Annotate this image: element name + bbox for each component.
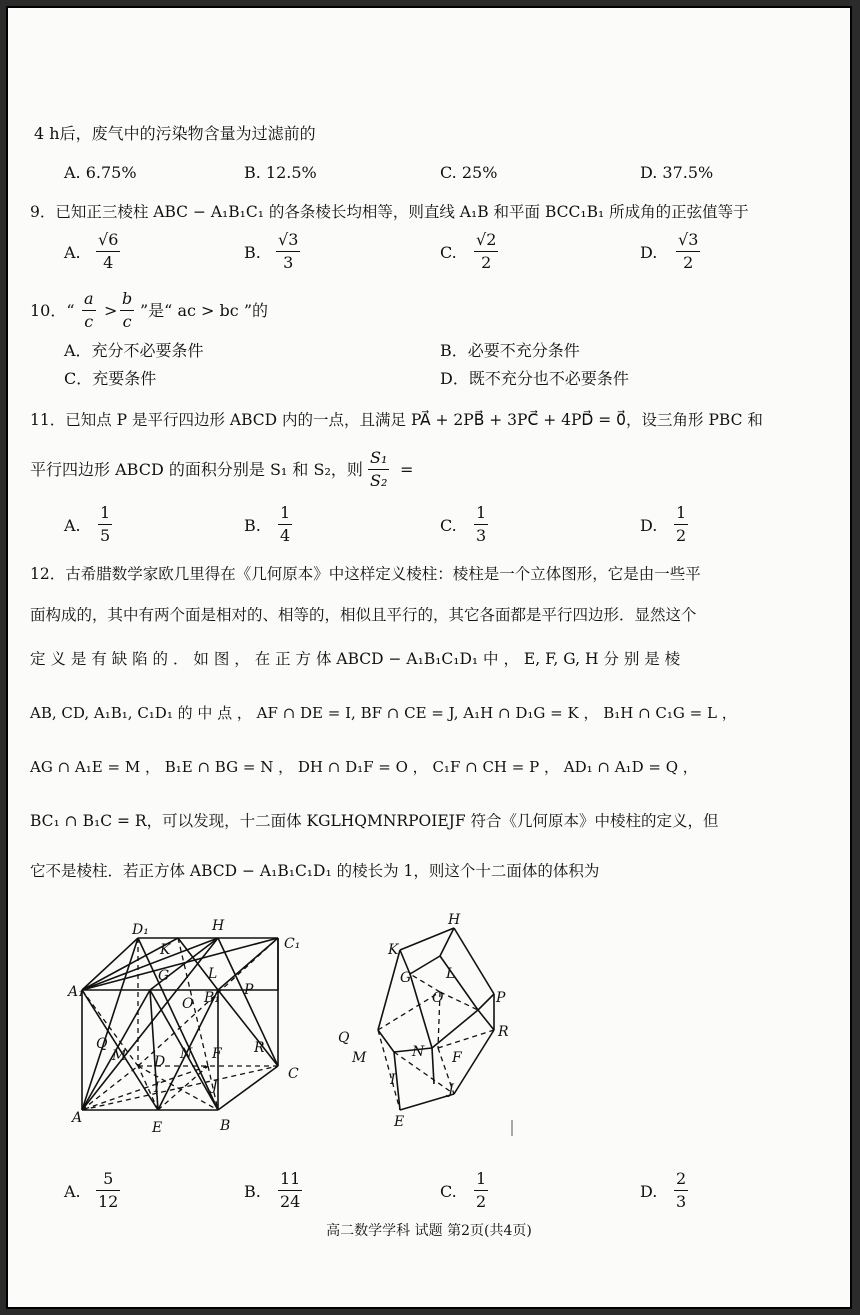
q9-stem: 9．已知正三棱柱 ABC − A₁B₁C₁ 的各条棱长均相等，则直线 A₁B 和平面 BCC₁B₁ 所成角的正弦值等于 bbox=[30, 203, 749, 221]
q10-option-b[interactable]: B．必要不充分条件 bbox=[440, 341, 580, 360]
numerator: √6 bbox=[98, 230, 119, 249]
label-C1: C₁ bbox=[284, 936, 301, 952]
numerator: b bbox=[122, 289, 133, 308]
q11-option-c-fraction bbox=[474, 503, 488, 546]
label-R: R bbox=[498, 1024, 509, 1040]
label-L: L bbox=[208, 966, 218, 982]
denominator: 3 bbox=[676, 1192, 687, 1211]
q8-stem-tail: 4 h后，废气中的污染物含量为过滤前的 bbox=[34, 124, 316, 143]
label-M: M bbox=[112, 1048, 127, 1064]
q9-option-d-label[interactable]: D. bbox=[640, 243, 658, 262]
q9-option-c-fraction bbox=[474, 230, 498, 273]
q8-option-c[interactable]: C. 25% bbox=[440, 163, 498, 182]
denominator: 12 bbox=[98, 1192, 119, 1211]
label-Q: Q bbox=[96, 1036, 108, 1052]
q12-option-d-label[interactable]: D. bbox=[640, 1182, 658, 1201]
denominator: 2 bbox=[481, 253, 492, 272]
label-J: J bbox=[448, 1082, 454, 1098]
q12-figures bbox=[8, 898, 850, 1138]
q9-option-a-label[interactable]: A. bbox=[64, 243, 81, 262]
label-B1: B₁ bbox=[204, 990, 220, 1006]
label-J: J bbox=[212, 1078, 218, 1094]
q9-option-b-fraction bbox=[276, 230, 300, 273]
q8-option-d[interactable]: D. 37.5% bbox=[640, 163, 714, 182]
label-E: E bbox=[152, 1120, 163, 1136]
q12-option-d-fraction bbox=[674, 1169, 688, 1212]
q10-number: 10．“ bbox=[30, 301, 75, 320]
numerator: 2 bbox=[676, 1169, 687, 1188]
q8-option-b[interactable]: B. 12.5% bbox=[244, 163, 317, 182]
q12-option-c-fraction bbox=[474, 1169, 488, 1212]
q11-option-a-fraction bbox=[98, 503, 112, 546]
label-P: P bbox=[496, 990, 506, 1006]
numerator: 5 bbox=[103, 1169, 114, 1188]
q9-option-c-label[interactable]: C. bbox=[440, 243, 457, 262]
q11-option-c-label[interactable]: C. bbox=[440, 516, 457, 535]
label-I: I bbox=[154, 1080, 160, 1096]
greater-than-sign: > bbox=[104, 301, 118, 320]
q11-option-b-label[interactable]: B. bbox=[244, 516, 261, 535]
numerator: a bbox=[84, 289, 94, 308]
numerator: 1 bbox=[280, 503, 291, 522]
numerator: 11 bbox=[280, 1169, 301, 1188]
denominator: 3 bbox=[283, 253, 294, 272]
label-O: O bbox=[432, 990, 444, 1006]
q11-option-b-fraction bbox=[278, 503, 292, 546]
label-B: B bbox=[220, 1118, 231, 1134]
label-L: L bbox=[446, 966, 456, 982]
q11-option-d-fraction bbox=[674, 503, 688, 546]
label-A: A bbox=[72, 1110, 83, 1126]
q9-option-b-label[interactable]: B. bbox=[244, 243, 261, 262]
q10-option-c[interactable]: C．充要条件 bbox=[64, 369, 157, 388]
label-G: G bbox=[400, 970, 412, 986]
denominator: 4 bbox=[103, 253, 114, 272]
exam-page bbox=[6, 6, 852, 1309]
cube-figure bbox=[82, 938, 278, 1110]
numerator: 1 bbox=[676, 503, 687, 522]
q12-line-1: 12．古希腊数学家欧几里得在《几何原本》中这样定义棱柱：棱柱是一个立体图形，它是由一些平 bbox=[30, 565, 701, 583]
numerator: √3 bbox=[678, 230, 699, 249]
q12-line-3: 定 义 是 有 缺 陷 的 ． 如 图 ， 在 正 方 体 ABCD − A₁B₁C₁D₁ 中 ， E, F, G, H 分 别 是 棱 bbox=[30, 650, 681, 668]
q12-line-7: 它不是棱柱．若正方体 ABCD − A₁B₁C₁D₁ 的棱长为 1，则这个十二面体的体积为 bbox=[30, 862, 600, 880]
numerator: √2 bbox=[476, 230, 497, 249]
equals-sign: = bbox=[400, 460, 414, 479]
q9-option-a-fraction bbox=[96, 230, 120, 273]
label-F: F bbox=[212, 1046, 222, 1062]
denominator: c bbox=[122, 312, 132, 331]
label-O: O bbox=[182, 996, 194, 1012]
q12-option-c-label[interactable]: C. bbox=[440, 1182, 457, 1201]
label-E: E bbox=[394, 1114, 405, 1130]
denominator: 2 bbox=[476, 1192, 487, 1211]
q8-option-a[interactable]: A. 6.75% bbox=[64, 163, 137, 182]
denominator: 4 bbox=[280, 526, 291, 545]
numerator: 1 bbox=[476, 1169, 487, 1188]
denominator: 3 bbox=[476, 526, 487, 545]
numerator: √3 bbox=[278, 230, 299, 249]
label-I: I bbox=[390, 1072, 396, 1088]
label-A1: A₁ bbox=[68, 984, 84, 1000]
denominator: c bbox=[84, 312, 94, 331]
q11-stem-line2: 平行四边形 ABCD 的面积分别是 S₁ 和 S₂，则 bbox=[30, 460, 363, 479]
q12-option-a-label[interactable]: A. bbox=[64, 1182, 81, 1201]
label-G: G bbox=[158, 968, 170, 984]
label-N: N bbox=[412, 1044, 425, 1060]
label-P: P bbox=[244, 982, 254, 998]
q12-line-6: BC₁ ∩ B₁C = R，可以发现，十二面体 KGLHQMNRPOIEJF 符合《几何原本》中棱柱的定义，但 bbox=[30, 812, 719, 830]
q12-line-2: 面构成的，其中有两个面是相对的、相等的，相似且平行的，其它各面都是平行四边形．显然这个 bbox=[30, 606, 697, 624]
denominator: 2 bbox=[683, 253, 694, 272]
numerator: 1 bbox=[476, 503, 487, 522]
label-C: C bbox=[288, 1066, 299, 1082]
denominator: 5 bbox=[100, 526, 111, 545]
q11-option-a-label[interactable]: A. bbox=[64, 516, 81, 535]
q12-line-5: AG ∩ A₁E = M ， B₁E ∩ BG = N ， DH ∩ D₁F = O ， C₁F ∩ CH = P ， AD₁ ∩ A₁D = Q ， bbox=[30, 758, 698, 776]
label-R: R bbox=[254, 1040, 265, 1056]
denominator: S₂ bbox=[370, 471, 388, 490]
label-M: M bbox=[352, 1050, 367, 1066]
label-H: H bbox=[448, 912, 461, 928]
q10-fraction-a-over-c bbox=[82, 289, 96, 332]
q11-option-d-label[interactable]: D. bbox=[640, 516, 658, 535]
numerator: S₁ bbox=[370, 448, 388, 467]
numerator: 1 bbox=[100, 503, 111, 522]
denominator: 24 bbox=[280, 1192, 301, 1211]
label-Q: Q bbox=[338, 1030, 350, 1046]
label-K: K bbox=[388, 942, 399, 958]
label-K: K bbox=[160, 942, 171, 958]
q11-stem-line1: 11．已知点 P 是平行四边形 ABCD 内的一点，且满足 PA⃗ + 2PB⃗ + 3PC⃗ + 4PD⃗ = 0⃗，设三角形 PBC 和 bbox=[30, 411, 763, 429]
q12-option-a-fraction bbox=[96, 1169, 120, 1212]
q9-option-d-fraction bbox=[676, 230, 700, 273]
label-D1: D₁ bbox=[132, 922, 149, 938]
q12-option-b-fraction bbox=[278, 1169, 302, 1212]
q10-stem-text: ”是“ ac > bc ”的 bbox=[140, 301, 268, 320]
denominator: 2 bbox=[676, 526, 687, 545]
q12-line-4: AB, CD, A₁B₁, C₁D₁ 的 中 点 ， AF ∩ DE = I, BF ∩ CE = J, A₁H ∩ D₁G = K ， B₁H ∩ C₁G = L ， bbox=[30, 704, 737, 722]
label-F: F bbox=[452, 1050, 462, 1066]
q10-option-d[interactable]: D．既不充分也不必要条件 bbox=[440, 369, 629, 388]
q10-fraction-b-over-c bbox=[120, 289, 134, 332]
q10-option-a[interactable]: A．充分不必要条件 bbox=[64, 341, 204, 360]
q12-option-b-label[interactable]: B. bbox=[244, 1182, 261, 1201]
label-N: N bbox=[180, 1046, 193, 1062]
label-H: H bbox=[212, 918, 225, 934]
q11-ratio-fraction bbox=[368, 448, 389, 491]
label-D: D bbox=[154, 1054, 166, 1070]
page-footer: 高二数学学科 试题 第2页(共4页) bbox=[326, 1223, 532, 1239]
